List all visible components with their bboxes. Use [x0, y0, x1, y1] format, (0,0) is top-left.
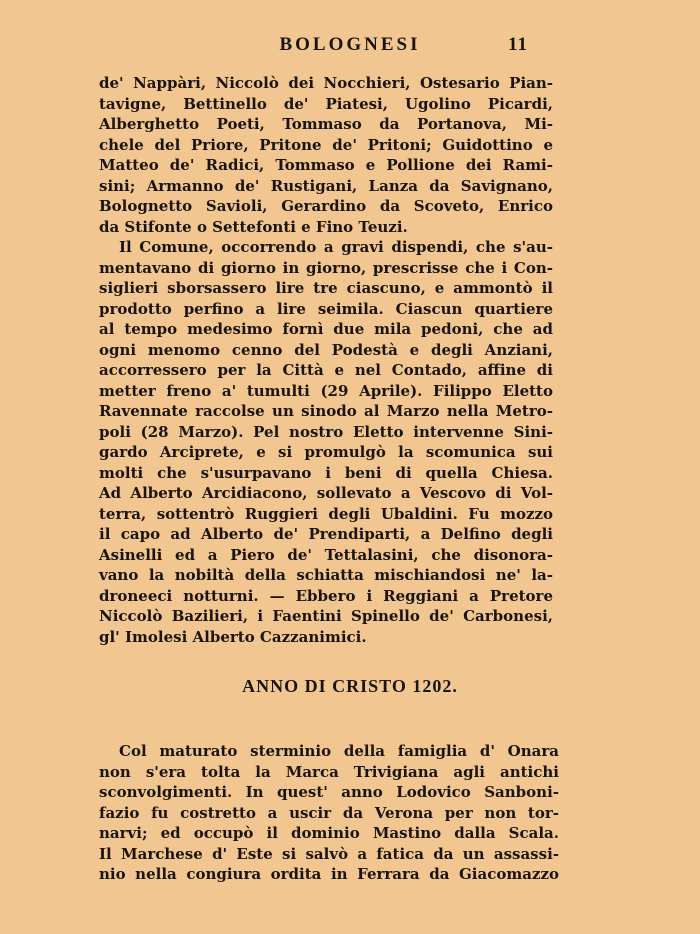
- body-text-lower: [99, 741, 559, 885]
- text-line: de' Nappàri, Niccolò dei Nocchieri, Ostesario Pian-: [99, 74, 553, 92]
- text-line: mentavano di giorno in giorno, prescrisse che i Con-: [99, 258, 553, 277]
- text-line: tavigne, Bettinello de' Piatesi, Ugolino Picardi,: [99, 94, 553, 113]
- text-line: prodotto perfino a lire seimila. Ciascun quartiere: [99, 299, 553, 318]
- text-line: ogni menomo cenno del Podestà e degli Anziani,: [99, 340, 553, 359]
- text-line: Matteo de' Radici, Tommaso e Pollione dei Rami-: [99, 156, 553, 174]
- text-line: nio nella congiura ordita in Ferrara da Giacomazzo: [99, 865, 559, 883]
- text-line: da Stifonte o Settefonti e Fino Teuzi.: [99, 217, 408, 236]
- section-heading: ANNO DI CRISTO 1202.: [242, 676, 458, 696]
- text-line: Asinelli ed a Piero de' Tettalasini, che disonora-: [99, 545, 553, 564]
- text-line: Ad Alberto Arcidiacono, sollevato a Vescovo di Vol-: [99, 484, 553, 502]
- text-line: non s'era tolta la Marca Trivigiana agli antichi: [99, 762, 559, 781]
- text-line: Il Comune, occorrendo a gravi dispendi, che s'au-: [119, 238, 553, 256]
- text-line: chele del Priore, Pritone de' Pritoni; Guidottino e: [99, 135, 553, 154]
- body-text-upper: [99, 73, 553, 647]
- text-line: al tempo medesimo fornì due mila pedoni, che ad: [99, 320, 553, 338]
- running-header: [0, 34, 700, 64]
- text-line: sconvolgimenti. In quest' anno Lodovico Sanboni-: [99, 783, 559, 801]
- page-number: 11: [508, 34, 528, 55]
- text-line: poli (28 Marzo). Pel nostro Eletto intervenne Sini-: [99, 422, 553, 441]
- text-line: il capo ad Alberto de' Prendiparti, a Delfino degli: [99, 525, 553, 543]
- text-line: molti che s'usurpavano i beni di quella Chiesa.: [99, 463, 553, 482]
- text-line: gardo Arciprete, e si promulgò la scomunica sui: [99, 443, 553, 461]
- text-line: fazio fu costretto a uscir da Verona per non tor-: [99, 803, 559, 822]
- running-title: BOLOGNESI: [279, 34, 421, 55]
- text-line: droneeci notturni. — Ebbero i Reggiani a Pretore: [99, 586, 553, 605]
- text-line: terra, sottentrò Ruggieri degli Ubaldini. Fu mozzo: [99, 504, 553, 523]
- text-line: gl' Imolesi Alberto Cazzanimici.: [99, 627, 367, 646]
- text-line: sini; Armanno de' Rustigani, Lanza da Savignano,: [99, 176, 553, 195]
- text-line: siglieri sborsassero lire tre ciascuno, e ammontò il: [99, 279, 553, 297]
- text-line: Il Marchese d' Este si salvò a fatica da un assassi-: [99, 844, 559, 863]
- text-line: Niccolò Bazilieri, i Faentini Spinello de' Carbonesi,: [99, 607, 553, 625]
- text-line: Ravennate raccolse un sinodo al Marzo nella Metro-: [99, 402, 553, 420]
- text-line: vano la nobiltà della schiatta mischiandosi ne' la-: [99, 566, 553, 584]
- text-line: accorressero per la Città e nel Contado, affine di: [99, 361, 553, 379]
- text-line: Bolognetto Savioli, Gerardino da Scoveto, Enrico: [99, 197, 553, 215]
- text-line: metter freno a' tumulti (29 Aprile). Filippo Eletto: [99, 381, 553, 400]
- text-line: Alberghetto Poeti, Tommaso da Portanova, Mi-: [99, 115, 553, 133]
- text-line: Col maturato sterminio della famiglia d' Onara: [119, 742, 559, 760]
- text-line: narvi; ed occupò il dominio Mastino dalla Scala.: [99, 824, 559, 842]
